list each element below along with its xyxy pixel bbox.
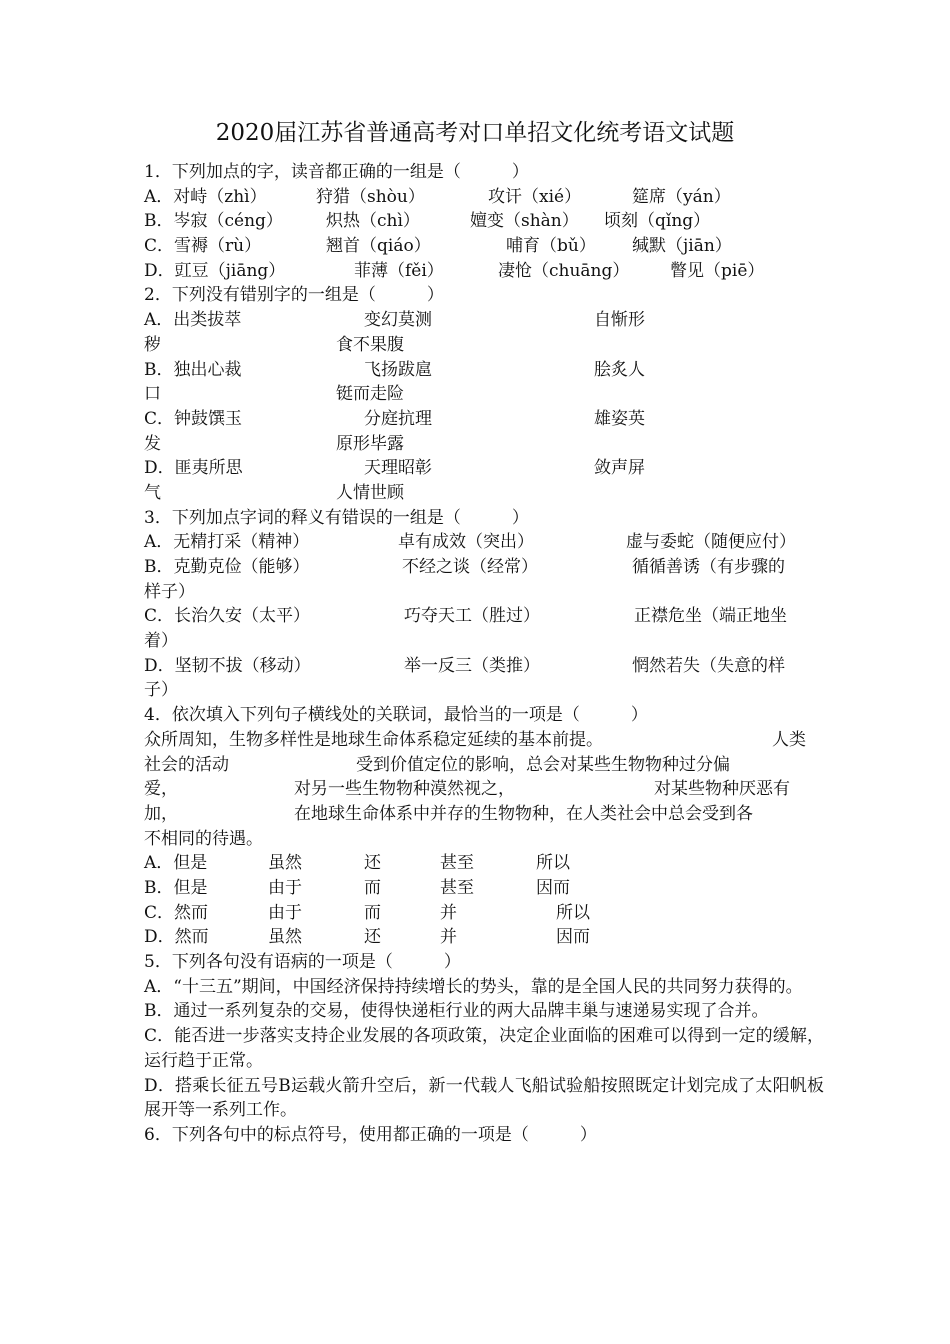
q6-stem: 6．下列各句中的标点符号，使用都正确的一项是（ ） [144,1124,597,1145]
q2-option-b: B．独出心裁 飞扬跋扈 脍炙人 [144,359,645,380]
q4-option-d: D．然而 虽然 还 并 因而 [144,927,590,948]
q1-option-a: A．对峙（zhì） 狩猎（shòu） 攻讦（xié） 筵席（yán） [144,186,731,207]
q2-option-a: A．出类拔萃 变幻莫测 自惭形 [144,310,645,331]
q3-option-b: B．克勤克俭（能够） 不经之谈（经常） 循循善诱（有步骤的 [144,557,785,577]
q4-option-b: B．但是 由于 而 甚至 因而 [144,877,570,898]
q1-option-b: B．岑寂（céng） 炽热（chì） 嬗变（shàn） 顷刻（qǐng） [144,211,711,232]
q3-option-d: D．坚韧不拔（移动） 举一反三（类推） 惘然若失（失意的样 [144,655,785,676]
q3-option-d-cont: 子） [144,680,178,701]
q4-stem: 4．依次填入下列句子横线处的关联词，最恰当的一项是（ ） [144,705,648,726]
q4-option-c: C．然而 由于 而 并 所以 [144,902,590,923]
q2-option-d-cont: 气 人情世顾 [144,482,404,503]
q4-passage-line4: 加， 在地球生命体系中并存的生物物种，在人类社会中总会受到各 [144,803,753,824]
q2-stem: 2．下列没有错别字的一组是（ ） [144,285,444,306]
q2-option-a-cont: 秽 食不果腹 [144,334,404,355]
q4-passage-line5: 不相同的待遇。 [144,828,263,849]
q4-passage-line3: 爱， 对另一些生物物种漠然视之， 对某些物种厌恶有 [144,779,790,800]
q5-option-a: A．“十三五”期间，中国经济保持持续增长的势头，靠的是全国人民的共同努力获得的。 [144,976,803,997]
q4-option-a: A．但是 虽然 还 甚至 所以 [144,853,570,874]
q5-option-d: D．搭乘长征五号B运载火箭升空后，新一代载人飞船试验船按照既定计划完成了太阳帆板展开等一系列工作。 [144,1075,824,1121]
document-title: 2020届江苏省普通高考对口单招文化统考语文试题 [215,120,735,146]
q1-stem: 1．下列加点的字，读音都正确的一组是（ ） [144,162,529,182]
q4-passage-line1: 众所周知，生物多样性是地球生命体系稳定延续的基本前提。 人类 [144,729,806,750]
q1-option-c: C．雪褥（rù） 翘首（qiáo） 哺育（bǔ） 缄默（jiān） [144,236,732,257]
q3-option-a: A．无精打采（精神） 卓有成效（突出） 虚与委蛇（随便应付） [144,532,796,553]
exam-body [144,160,824,1148]
q2-option-b-cont: 口 铤而走险 [144,384,404,405]
q3-stem: 3．下列加点字词的释义有错误的一组是（ ） [144,507,529,528]
q1-option-d: D．豇豆（jiāng） 菲薄（fěi） 凄怆（chuāng） 瞥见（piē） [144,260,765,281]
q3-option-c-cont: 着） [144,631,178,652]
q5-stem: 5．下列各句没有语病的一项是（ ） [144,952,461,972]
q2-option-d: D．匪夷所思 天理昭彰 敛声屏 [144,458,645,479]
q5-option-c: C．能否进一步落实支持企业发展的各项政策，决定企业面临的困难可以得到一定的缓解，运行趋于正常。 [144,1026,824,1071]
q2-option-c-cont: 发 原形毕露 [144,433,404,454]
q3-option-b-cont: 样子） [144,581,195,602]
q3-option-c: C．长治久安（太平） 巧夺天工（胜过） 正襟危坐（端正地坐 [144,606,787,627]
q2-option-c: C．钟鼓馔玉 分庭抗理 雄姿英 [144,408,645,429]
q4-passage-line2: 社会的活动 受到价值定位的影响，总会对某些生物物种过分偏 [144,754,730,775]
q5-option-b: B．通过一系列复杂的交易，使得快递柜行业的两大品牌丰巢与速递易实现了合并。 [144,1001,769,1022]
